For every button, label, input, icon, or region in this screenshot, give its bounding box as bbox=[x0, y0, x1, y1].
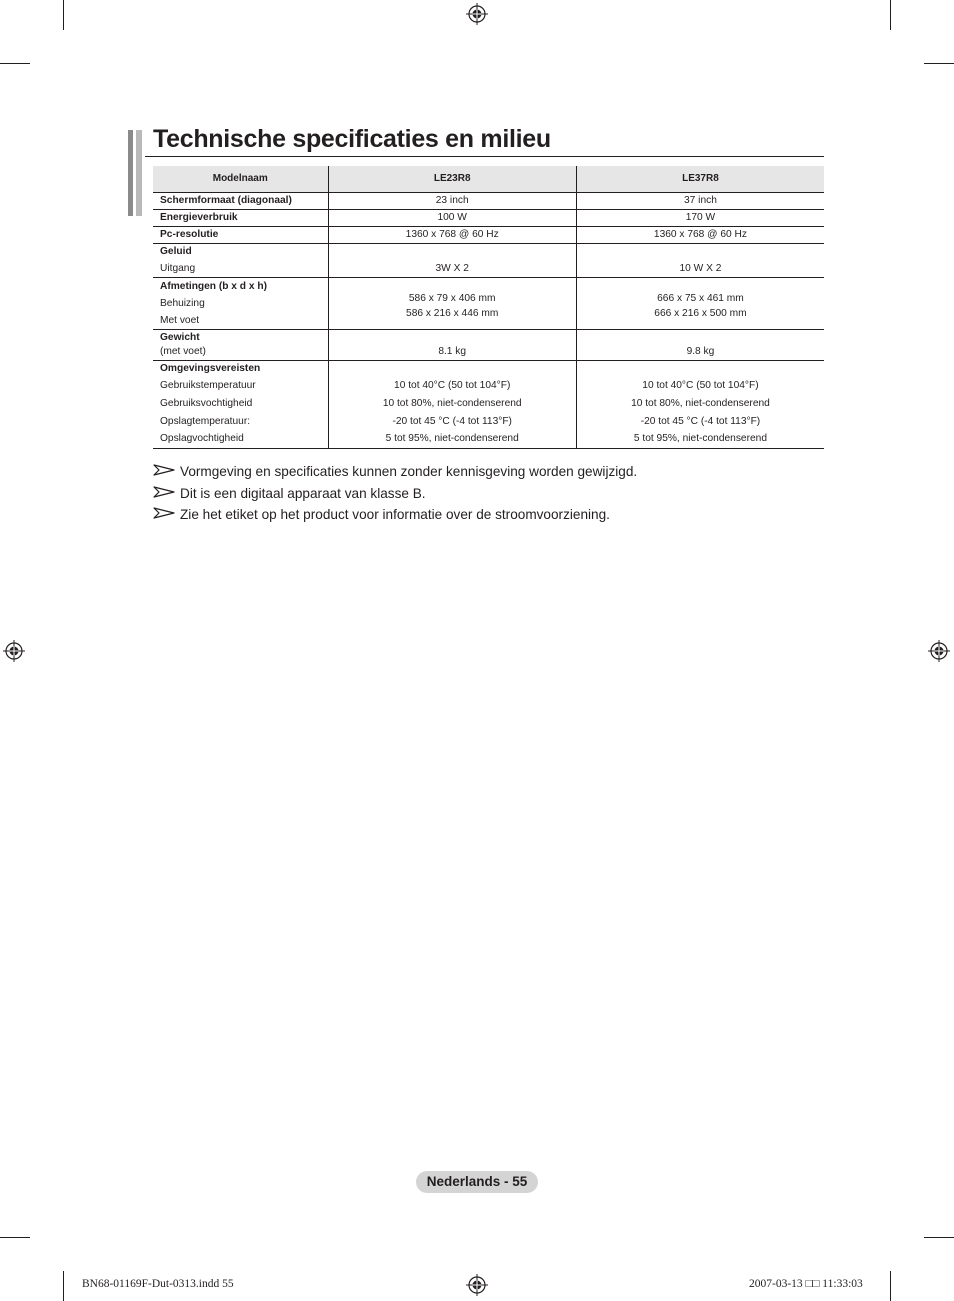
table-header-row bbox=[153, 166, 824, 192]
row-sublabel: Opslagvochtigheid bbox=[160, 432, 244, 444]
note-text: Zie het etiket op het product voor informatie over de stroomvoorziening. bbox=[180, 507, 610, 522]
row-sublabel: Gebruiksvochtigheid bbox=[160, 397, 253, 409]
table-row bbox=[153, 277, 824, 329]
registration-mark-icon bbox=[928, 640, 950, 662]
table-row bbox=[153, 226, 824, 243]
cell-line: 586 x 79 x 406 mm bbox=[408, 293, 496, 304]
note-arrow-icon bbox=[153, 507, 175, 519]
row-sublabel: Behuizing bbox=[160, 297, 205, 309]
table-row bbox=[153, 209, 824, 226]
crop-mark bbox=[63, 0, 64, 30]
registration-mark-icon bbox=[466, 3, 488, 25]
table-cell: 1360 x 768 @ 60 Hz bbox=[576, 226, 824, 243]
table-row bbox=[153, 243, 824, 277]
row-sublabel: Opslagtemperatuur: bbox=[160, 415, 251, 427]
page-number-badge: Nederlands - 55 bbox=[416, 1171, 538, 1193]
specifications-table bbox=[153, 166, 824, 449]
note-item bbox=[153, 462, 637, 484]
cell-line: 10 tot 80%, niet-condenserend bbox=[382, 397, 522, 409]
cell-line: -20 tot 45 °C (-4 tot 113°F) bbox=[392, 415, 512, 427]
notes-list bbox=[153, 462, 637, 527]
crop-mark bbox=[0, 1237, 30, 1238]
note-text: Vormgeving en specificaties kunnen zonder kennisgeving worden gewijzigd. bbox=[180, 464, 638, 479]
row-label: Afmetingen (b x d x h) bbox=[160, 280, 267, 292]
print-slug-file: BN68-01169F-Dut-0313.indd 55 bbox=[82, 1278, 234, 1290]
cell-line: 586 x 216 x 446 mm bbox=[406, 308, 499, 319]
note-arrow-icon bbox=[153, 486, 175, 498]
table-cell: 170 W bbox=[576, 209, 824, 226]
cell-line: 5 tot 95%, niet-condenserend bbox=[633, 432, 767, 444]
note-item bbox=[153, 484, 637, 506]
table-cell: 3W X 2 bbox=[328, 243, 576, 277]
table-cell: 23 inch bbox=[328, 192, 576, 209]
row-label: Omgevingsvereisten bbox=[160, 362, 261, 374]
row-sublabel: Gebruikstemperatuur bbox=[160, 379, 256, 391]
table-row bbox=[153, 360, 824, 448]
crop-mark bbox=[890, 1271, 891, 1301]
page-title: Technische specificaties en milieu bbox=[153, 125, 551, 153]
cell-line: 10 tot 80%, niet-condenserend bbox=[631, 397, 770, 409]
table-cell: 9.8 kg bbox=[576, 329, 824, 360]
row-sublabel: (met voet) bbox=[160, 345, 206, 357]
table-row bbox=[153, 329, 824, 360]
header-cell: LE37R8 bbox=[576, 166, 824, 192]
header-cell: Modelnaam bbox=[153, 166, 328, 192]
table-cell: 1360 x 768 @ 60 Hz bbox=[328, 226, 576, 243]
registration-mark-icon bbox=[3, 640, 25, 662]
table-cell bbox=[576, 277, 824, 329]
table-cell: 100 W bbox=[328, 209, 576, 226]
table-cell bbox=[576, 360, 824, 448]
crop-mark bbox=[924, 1237, 954, 1238]
row-label: Geluid bbox=[160, 245, 192, 257]
note-text: Dit is een digitaal apparaat van klasse B. bbox=[180, 485, 426, 501]
title-divider bbox=[145, 156, 824, 157]
row-sublabel: Met voet bbox=[160, 314, 200, 326]
table-cell bbox=[328, 360, 576, 448]
row-label: Energieverbruik bbox=[160, 211, 238, 223]
cell-line: 10 tot 40°C (50 tot 104°F) bbox=[394, 379, 511, 391]
table-cell: 8.1 kg bbox=[328, 329, 576, 360]
table-cell: 10 W X 2 bbox=[576, 243, 824, 277]
row-label: Pc-resolutie bbox=[160, 228, 219, 240]
crop-mark bbox=[924, 63, 954, 64]
crop-mark bbox=[890, 0, 891, 30]
cell-line: 10 tot 40°C (50 tot 104°F) bbox=[642, 379, 759, 391]
header-cell: LE23R8 bbox=[328, 166, 576, 192]
note-item bbox=[153, 505, 637, 527]
cell-line: 666 x 216 x 500 mm bbox=[654, 308, 747, 319]
cell-line: -20 tot 45 °C (-4 tot 113°F) bbox=[640, 415, 761, 427]
title-accent-bar bbox=[136, 130, 142, 216]
crop-mark bbox=[0, 63, 30, 64]
print-slug-datetime: 2007-03-13 □□ 11:33:03 bbox=[749, 1278, 863, 1290]
note-arrow-icon bbox=[153, 464, 175, 476]
row-label: Gewicht bbox=[160, 331, 200, 343]
title-accent-bar bbox=[128, 130, 133, 216]
table-cell: 37 inch bbox=[576, 192, 824, 209]
row-sublabel: Uitgang bbox=[160, 262, 196, 274]
cell-line: 5 tot 95%, niet-condenserend bbox=[385, 432, 519, 444]
table-row bbox=[153, 192, 824, 209]
crop-mark bbox=[63, 1271, 64, 1301]
registration-mark-icon bbox=[466, 1274, 488, 1296]
row-label: Schermformaat (diagonaal) bbox=[160, 194, 292, 206]
table-cell bbox=[328, 277, 576, 329]
cell-line: 666 x 75 x 461 mm bbox=[657, 293, 744, 304]
